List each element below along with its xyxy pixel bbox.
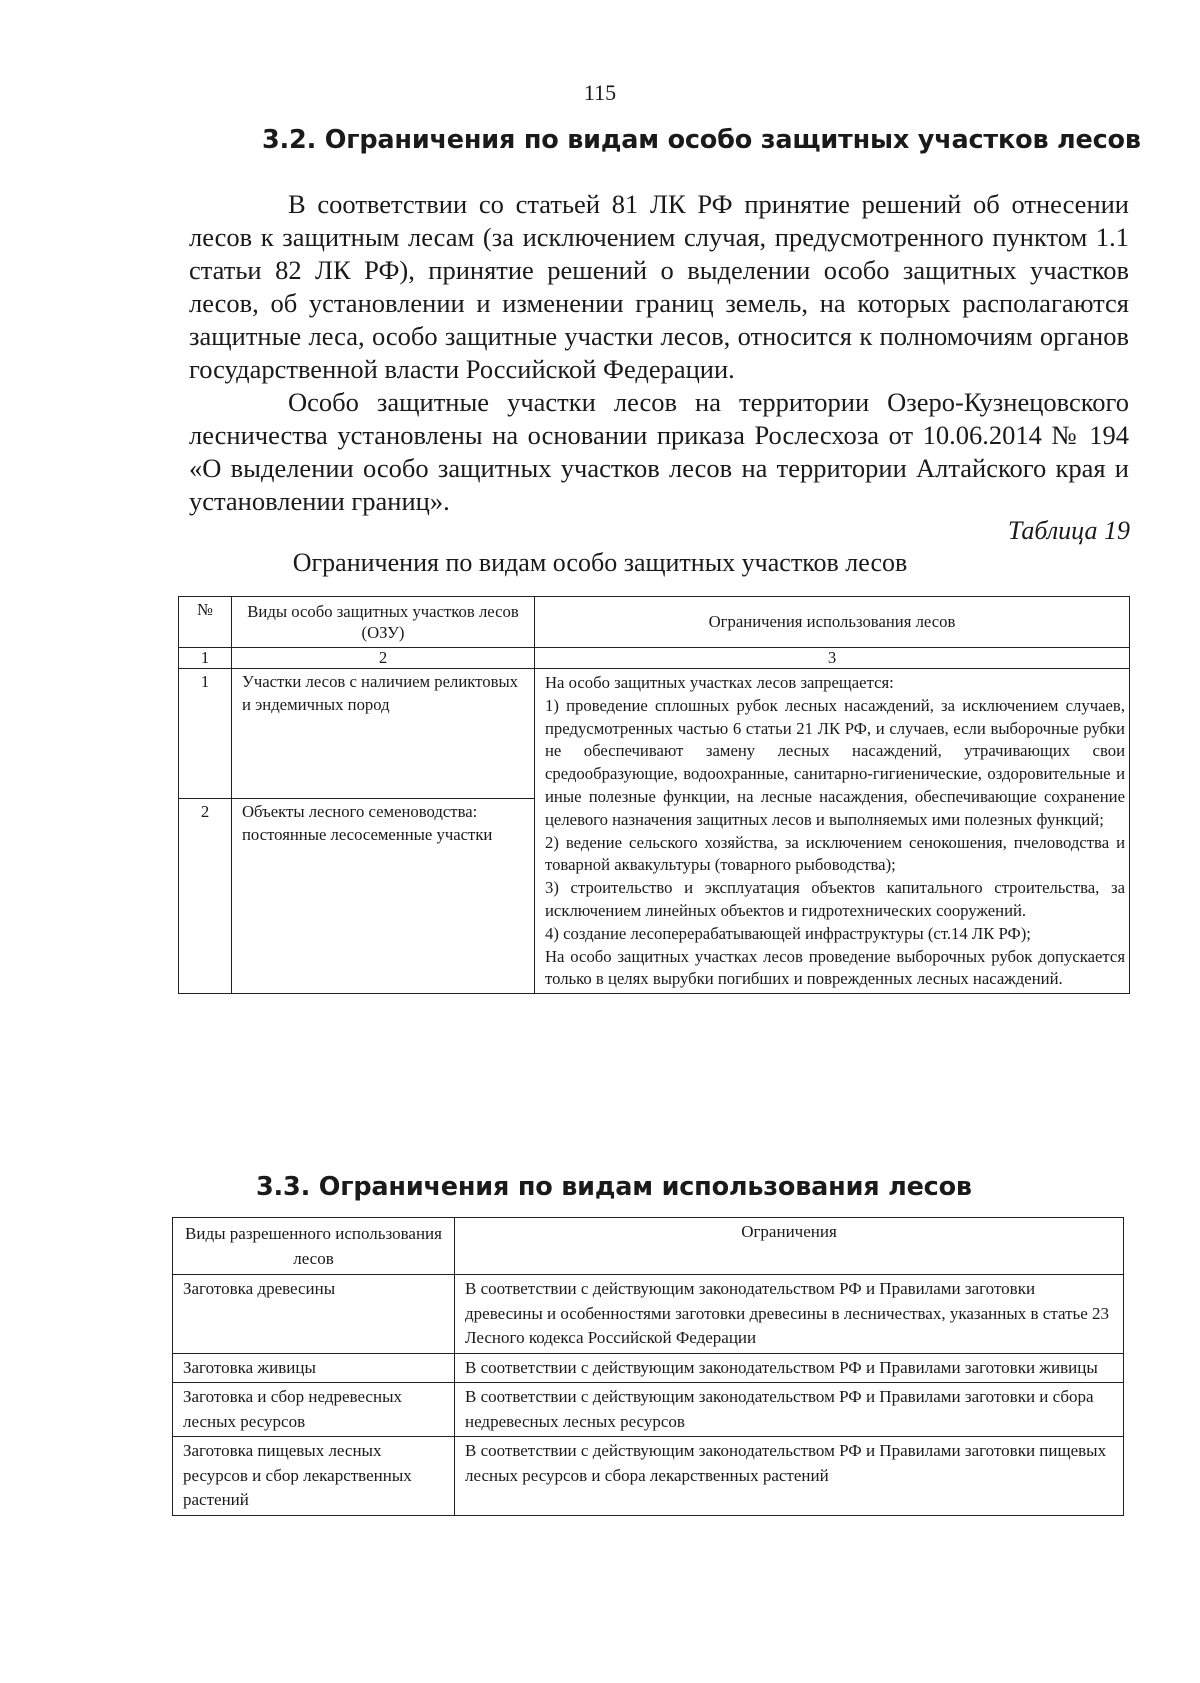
ozu-restrictions-table [178, 596, 1130, 994]
use-type: Заготовка пищевых лесных ресурсов и сбор лекарственных растений [173, 1437, 455, 1516]
restriction-item: 2) ведение сельского хозяйства, за исключением сенокошения, пчеловодства и товарной аквакультуры (товарного рыбоводства); [545, 832, 1125, 875]
paragraph: В соответствии со статьей 81 ЛК РФ принятие решений об отнесении лесов к защитным лесам (за исключением случая, предусмотренного пунктом 1.1 статьи 82 ЛК РФ), принятие решений о выделении особо защитных участков лесов, об установлении и изменении границ земель, на которых располагаются защитные леса, особо защитные участки лесов, относится к полномочиям органов государственной власти Российской Федерации. [189, 189, 1129, 384]
use-restriction: В соответствии с действующим законодательством РФ и Правилами заготовки и сбора недревесных лесных ресурсов [455, 1383, 1124, 1437]
column-number-cell: 2 [232, 648, 535, 669]
restriction-item: На особо защитных участках лесов проведение выборочных рубок допускается только в целях вырубки погибших и поврежденных лесных насаждений. [545, 946, 1125, 989]
use-type: Заготовка живицы [173, 1353, 455, 1383]
table-row [173, 1437, 1124, 1516]
column-number-row [179, 648, 1130, 669]
use-restriction: В соответствии с действующим законодательством РФ и Правилами заготовки живицы [455, 1353, 1124, 1383]
column-number-cell: 3 [535, 648, 1130, 669]
table-label: Таблица 19 [1007, 516, 1130, 545]
section-3-3-title: 3.3. Ограничения по видам использования лесов [256, 1172, 972, 1202]
use-type: Заготовка древесины [173, 1275, 455, 1354]
section-3-2-body [189, 188, 1129, 518]
table-caption: Ограничения по видам особо защитных участков лесов [292, 548, 908, 577]
ozu-type: Объекты лесного семеноводства: постоянные лесосеменные участки [232, 799, 535, 994]
row-number: 2 [179, 799, 232, 994]
table-row [173, 1383, 1124, 1437]
restriction-item: 3) строительство и эксплуатация объектов капитального строительства, за исключением линейных объектов и гидротехнических сооружений. [545, 878, 1125, 920]
use-restriction: В соответствии с действующим законодательством РФ и Правилами заготовки пищевых лесных ресурсов и сбора лекарственных растений [455, 1437, 1124, 1516]
restriction-item: 1) проведение сплошных рубок лесных насаждений, за исключением случаев, предусмотренных частью 6 статьи 21 ЛК РФ, и случаев, если выборочные рубки не обеспечивают замену лесных насаждений, утрачивающих свои средообразующие, водоохранные, санитарно-гигиенические, оздоровительные и иные полезные функции, на лесные насаждения, обеспечивающие сохранение целевого назначения защитных лесов и выполняемых ими полезных функций; [545, 695, 1125, 829]
section-3-2-title: 3.2. Ограничения по видам особо защитных участков лесов [262, 125, 1141, 155]
column-number-cell: 1 [179, 648, 232, 669]
table-row [173, 1353, 1124, 1383]
paragraph: Особо защитные участки лесов на территории Озеро-Кузнецовского лесничества установлены на основании приказа Рослесхоза от 10.06.2014 № 194 «О выделении особо защитных участков лесов на территории Алтайского края и установлении границ». [189, 387, 1129, 516]
use-restriction: В соответствии с действующим законодательством РФ и Правилами заготовки древесины и особенностями заготовки древесины в лесничествах, указанных в статье 23 Лесного кодекса Российской Федерации [455, 1275, 1124, 1354]
header-cell-num: № [179, 597, 232, 648]
restriction-item: 4) создание лесоперерабатывающей инфраструктуры (ст.14 ЛК РФ); [545, 923, 1031, 943]
header-cell-type: Виды особо защитных участков лесов (ОЗУ) [232, 597, 535, 648]
page-number: 115 [583, 80, 617, 105]
table-header-row [173, 1218, 1124, 1275]
ozu-type: Участки лесов с наличием реликтовых и эндемичных пород [232, 669, 535, 799]
table-header-row [179, 597, 1130, 648]
forest-use-restrictions-table [172, 1217, 1124, 1516]
header-cell-restrictions: Ограничения [455, 1218, 1124, 1275]
restriction-item: На особо защитных участках лесов запрещается: [545, 673, 894, 692]
table-row [179, 669, 1130, 799]
header-cell-use: Виды разрешенного использования лесов [173, 1218, 455, 1275]
header-cell-restrictions: Ограничения использования лесов [535, 597, 1130, 648]
use-type: Заготовка и сбор недревесных лесных ресурсов [173, 1383, 455, 1437]
table-row [173, 1275, 1124, 1354]
restrictions-cell [535, 669, 1130, 994]
row-number: 1 [179, 669, 232, 799]
